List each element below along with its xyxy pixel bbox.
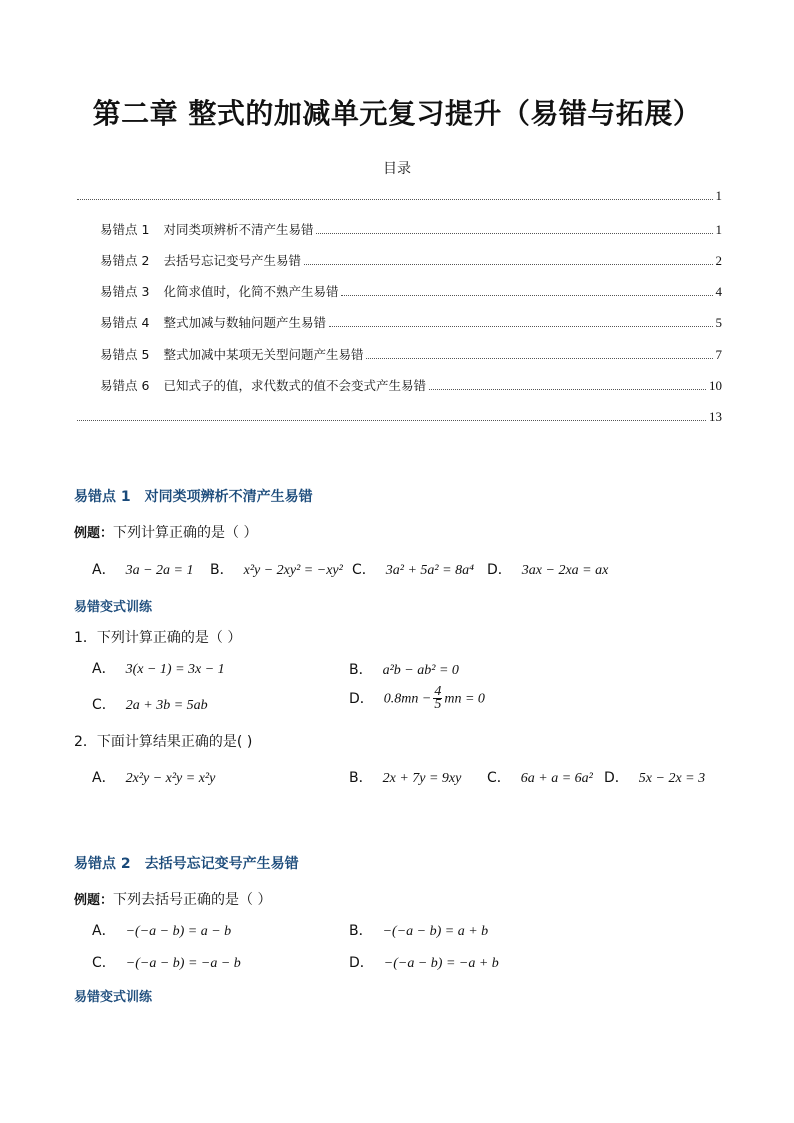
section-title: 对同类项辨析不清产生易错 xyxy=(144,489,313,505)
option-b[interactable]: B． −(−a − b) = a + b xyxy=(349,923,489,939)
practice-label: 易错变式训练 xyxy=(74,990,153,1005)
toc-entry[interactable] xyxy=(100,313,722,331)
option-c[interactable]: C． −(−a − b) = −a − b xyxy=(92,955,241,971)
toc-page-number: 2 xyxy=(715,253,722,268)
toc-entry-tag: 易错点 6 xyxy=(100,378,150,393)
toc-entry-label: 整式加减与数轴问题产生易错 xyxy=(163,315,326,330)
toc-entry[interactable] xyxy=(74,407,722,425)
question-1: 1．下列计算正确的是（ ） xyxy=(74,630,242,646)
toc-leader-dots xyxy=(77,199,713,200)
option-d[interactable]: D． 3ax − 2xa = ax xyxy=(487,562,609,578)
option-d[interactable]: D． −(−a − b) = −a + b xyxy=(349,955,499,971)
option-a[interactable]: A． −(−a − b) = a − b xyxy=(92,923,232,939)
example-question xyxy=(74,889,271,909)
toc-entry-label: 对同类项辨析不清产生易错 xyxy=(163,222,314,237)
toc-page-number: 7 xyxy=(715,347,722,362)
example-label: 例题： xyxy=(74,526,114,541)
practice-label: 易错变式训练 xyxy=(74,600,153,615)
document-title: 第二章 整式的加减单元复习提升（易错与拓展） xyxy=(92,97,702,130)
section-tag: 易错点 2 xyxy=(74,856,131,872)
toc-page-number: 5 xyxy=(715,315,722,330)
example-question xyxy=(74,522,257,542)
example-text: 下列计算正确的是（ ） xyxy=(113,525,258,541)
toc-heading: 目录 xyxy=(383,161,411,177)
toc-leader-dots xyxy=(316,233,712,234)
toc-entry[interactable] xyxy=(100,282,722,300)
toc-entry[interactable] xyxy=(74,186,722,204)
fraction: $\frac{4}{5}$ xyxy=(434,684,442,712)
toc-entry[interactable] xyxy=(100,345,722,363)
section-heading xyxy=(74,486,313,506)
section-title: 去括号忘记变号产生易错 xyxy=(144,856,299,872)
toc-entry[interactable] xyxy=(100,220,722,238)
option-a[interactable]: A． 2x²y − x²y = x²y xyxy=(92,770,216,786)
option-b[interactable]: B． 2x + 7y = 9xy xyxy=(349,770,462,786)
toc-entry-label: 整式加减中某项无关型问题产生易错 xyxy=(163,347,364,362)
example-text: 下列去括号正确的是（ ） xyxy=(113,892,272,908)
toc-entry-tag: 易错点 3 xyxy=(100,284,150,299)
option-a[interactable]: A． 3(x − 1) = 3x − 1 xyxy=(92,661,225,677)
option-c[interactable]: C． 6a + a = 6a² xyxy=(487,770,593,786)
option-d[interactable]: D． 0.8mn − $\frac{4}{5}$ mn = 0 xyxy=(349,684,485,712)
option-b[interactable]: B． x²y − 2xy² = −xy² xyxy=(210,562,343,578)
toc-entry-tag: 易错点 5 xyxy=(100,347,150,362)
toc-leader-dots xyxy=(304,264,713,265)
toc-entry[interactable] xyxy=(100,251,722,269)
question-2: 2．下面计算结果正确的是( ) xyxy=(74,734,253,750)
toc-entry-tag: 易错点 4 xyxy=(100,315,150,330)
toc-page-number: 1 xyxy=(715,222,722,237)
toc-leader-dots xyxy=(366,358,712,359)
toc-leader-dots xyxy=(429,389,706,390)
toc-entry-tag: 易错点 2 xyxy=(100,253,150,268)
option-b[interactable]: B． a²b − ab² = 0 xyxy=(349,662,459,678)
option-c[interactable]: C． 2a + 3b = 5ab xyxy=(92,697,208,713)
toc-page-number: 13 xyxy=(709,409,722,424)
example-label: 例题： xyxy=(74,893,114,908)
toc-page-number: 1 xyxy=(715,188,722,203)
option-a[interactable]: A． 3a − 2a = 1 xyxy=(92,562,194,578)
toc-entry-tag: 易错点 1 xyxy=(100,222,150,237)
toc-entry-label: 已知式子的值，求代数式的值不会变式产生易错 xyxy=(163,378,426,393)
section-heading xyxy=(74,853,299,873)
toc-leader-dots xyxy=(341,295,712,296)
toc-page-number: 4 xyxy=(715,284,722,299)
toc-entry-label: 化简求值时，化简不熟产生易错 xyxy=(163,284,339,299)
section-tag: 易错点 1 xyxy=(74,489,131,505)
toc-entry-label: 去括号忘记变号产生易错 xyxy=(163,253,301,268)
toc-leader-dots xyxy=(329,326,713,327)
option-c[interactable]: C． 3a² + 5a² = 8a⁴ xyxy=(352,562,474,578)
option-d[interactable]: D． 5x − 2x = 3 xyxy=(604,770,706,786)
toc-leader-dots xyxy=(77,420,706,421)
toc-page-number: 10 xyxy=(709,378,722,393)
toc-entry[interactable] xyxy=(100,376,722,394)
